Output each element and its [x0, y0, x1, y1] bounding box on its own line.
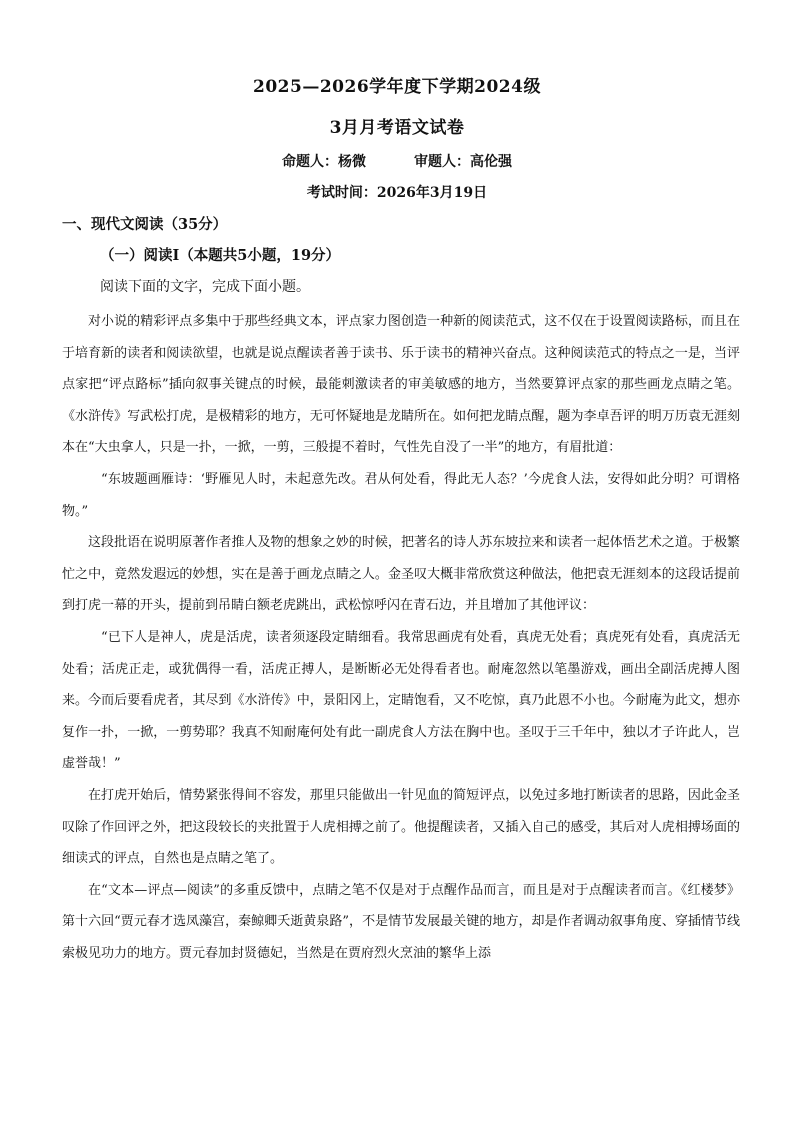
reviewer-name: 审题人：高伦强	[414, 154, 512, 170]
passage-paragraph: 这段批语在说明原著作者推人及物的想象之妙的时候，把著名的诗人苏东坡拉来和读者一起体悟艺术之道。于极繁忙之中，竟然发遐远的妙想，实在是善于画龙点睛之人。金圣叹大概非常欣赏这种做法，他把袁无涯刻本的这段话提前到打虎一幕的开头，提前到吊睛白额老虎跳出，武松惊呼闪在青石边，并且增加了其他评议：	[62, 535, 740, 614]
author-line	[0, 151, 794, 171]
reading-passage	[62, 306, 740, 969]
passage-paragraph: 在“文本—评点—阅读”的多重反馈中，点睛之笔不仅是对于点醒作品而言，而且是对于点醒读者而言。《红楼梦》第十六回“贾元春才选凤藻宫，秦鲸卿夭逝黄泉路”，不是情节发展最关键的地方，却是作者调动叙事角度、穿插情节线索极见功力的地方。贾元春加封贤德妃，当然是在贾府烈火烹油的繁华上添	[62, 882, 740, 961]
passage-quote: “东坡题画雁诗：‘野雁见人时，未起意先改。君从何处看，得此无人态？’今虎食人法，安得如此分明？可谓格物。”	[62, 471, 740, 519]
passage-quote: “已下人是神人，虎是活虎，读者须逐段定睛细看。我常思画虎有处看，真虎无处看；真虎死有处看，真虎活无处看；活虎正走，或犹偶得一看，活虎正搏人，是断断必无处得看者也。耐庵忽然以笔墨游戏，画出全副活虎搏人图来。今而后要看虎者，其尽到《水浒传》中，景阳冈上，定睛饱看，又不吃惊，真乃此恩不小也。今耐庵为此文，想亦复作一扑，一掀，一剪势耶？我真不知耐庵何处有此一副虎食人方法在胸中也。圣叹于三千年中，独以才子许此人，岂虚誉哉！”	[62, 629, 740, 772]
instruction-text: 阅读下面的文字，完成下面小题。	[100, 279, 310, 295]
subsection-heading: （一）阅读Ⅰ（本题共5小题，19分）	[100, 247, 341, 264]
passage-paragraph: 在打虎开始后，情势紧张得间不容发，那里只能做出一针见血的简短评点，以免过多地打断读者的思路，因此金圣叹除了作回评之外，把这段较长的夹批置于人虎相搏之前了。他提醒读者，又插入自己的感受，其后对人虎相搏场面的细读式的评点，自然也是点睛之笔了。	[62, 787, 740, 867]
exam-title: 2025—2026学年度下学期2024级	[253, 77, 541, 97]
passage-paragraph: 对小说的精彩评点多集中于那些经典文本，评点家力图创造一种新的阅读范式，这不仅在于设置阅读路标，而且在于培育新的读者和阅读欲望，也就是说点醒读者善于读书、乐于读书的精神兴奋点。这种阅读范式的特点之一是，当评点家把“评点路标”插向叙事关键点的时候，最能刺激读者的审美敏感的地方，当然要算评点家的那些画龙点睛之笔。《水浒传》写武松打虎，是极精彩的地方，无可怀疑地是龙睛所在。如何把龙睛点醒，题为李卓吾评的明万历袁无涯刻本在“大虫拿人，只是一扑，一掀，一剪，三般提不着时，气性先自没了一半”的地方，有眉批道：	[62, 314, 740, 456]
exam-time: 考试时间：2026年3月19日	[306, 185, 488, 201]
exam-subtitle: 3月月考语文试卷	[329, 118, 465, 138]
section-heading: 一、现代文阅读（35分）	[62, 216, 228, 233]
setter-name: 命题人：杨微	[282, 154, 366, 170]
